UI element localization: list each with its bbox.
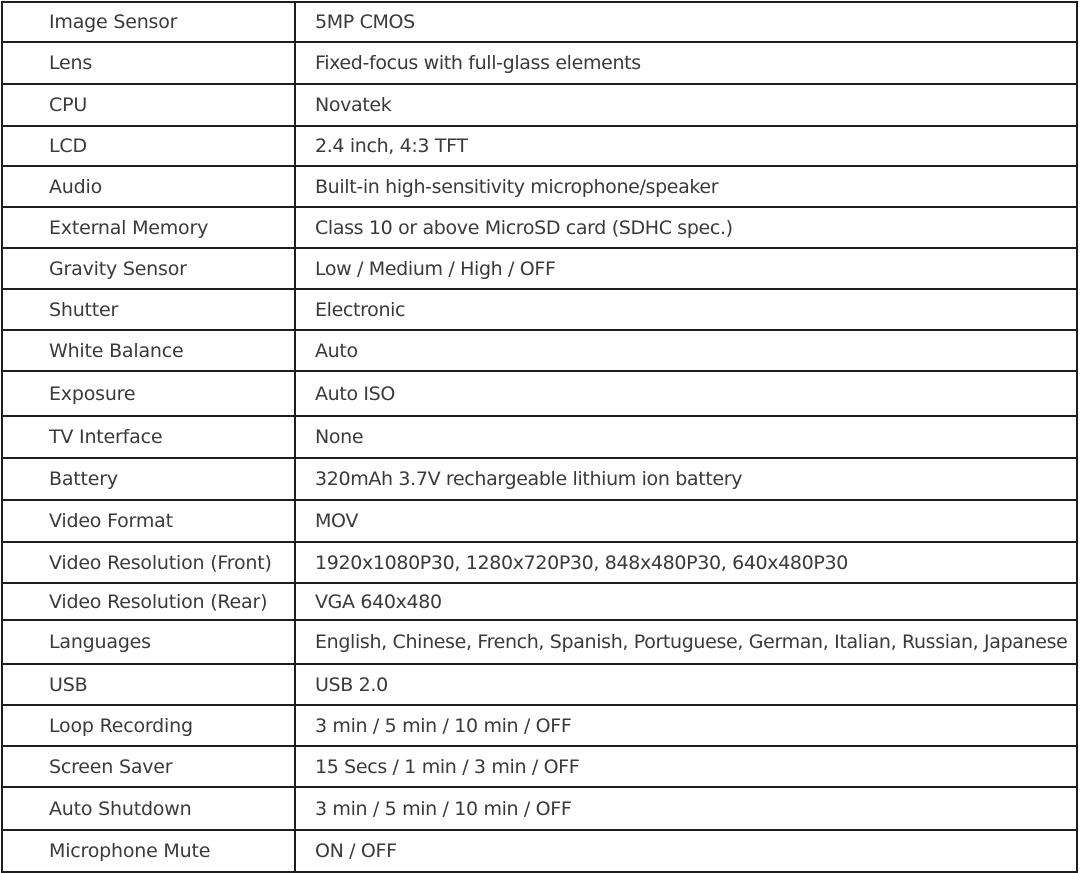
- table-row: [2, 746, 1077, 787]
- row-label: Video Format: [2, 500, 295, 542]
- row-value: 2.4 inch, 4:3 TFT: [295, 126, 1077, 166]
- row-value: VGA 640x480: [295, 583, 1077, 620]
- table-row: [2, 126, 1077, 166]
- row-label: Microphone Mute: [2, 830, 295, 872]
- table-row: [2, 542, 1077, 583]
- row-label: Video Resolution (Rear): [2, 583, 295, 620]
- row-label: TV Interface: [2, 416, 295, 458]
- row-value: None: [295, 416, 1077, 458]
- row-label: Languages: [2, 620, 295, 664]
- row-value: Electronic: [295, 289, 1077, 330]
- row-value: Fixed-focus with full-glass elements: [295, 42, 1077, 84]
- table-row: [2, 458, 1077, 500]
- row-value: 15 Secs / 1 min / 3 min / OFF: [295, 746, 1077, 787]
- table-row: [2, 207, 1077, 248]
- table-row: [2, 705, 1077, 746]
- spec-table-body: [2, 2, 1077, 872]
- table-row: [2, 500, 1077, 542]
- row-label: LCD: [2, 126, 295, 166]
- row-label: CPU: [2, 84, 295, 126]
- row-value: 320mAh 3.7V rechargeable lithium ion battery: [295, 458, 1077, 500]
- row-value: English, Chinese, French, Spanish, Portuguese, German, Italian, Russian, Japanese: [295, 620, 1077, 664]
- row-value: MOV: [295, 500, 1077, 542]
- table-row: [2, 787, 1077, 830]
- row-value: 5MP CMOS: [295, 2, 1077, 42]
- row-label: Gravity Sensor: [2, 248, 295, 289]
- row-value: USB 2.0: [295, 664, 1077, 705]
- row-label: Screen Saver: [2, 746, 295, 787]
- row-value: 3 min / 5 min / 10 min / OFF: [295, 705, 1077, 746]
- row-label: Exposure: [2, 371, 295, 416]
- row-label: Lens: [2, 42, 295, 84]
- row-value: 3 min / 5 min / 10 min / OFF: [295, 787, 1077, 830]
- row-label: Loop Recording: [2, 705, 295, 746]
- row-value: Built-in high-sensitivity microphone/speaker: [295, 166, 1077, 207]
- row-label: White Balance: [2, 330, 295, 371]
- table-row: [2, 416, 1077, 458]
- row-value: Auto: [295, 330, 1077, 371]
- table-row: [2, 830, 1077, 872]
- table-row: [2, 42, 1077, 84]
- row-label: Auto Shutdown: [2, 787, 295, 830]
- table-row: [2, 84, 1077, 126]
- row-label: Image Sensor: [2, 2, 295, 42]
- table-row: [2, 248, 1077, 289]
- row-value: 1920x1080P30, 1280x720P30, 848x480P30, 640x480P30: [295, 542, 1077, 583]
- row-label: External Memory: [2, 207, 295, 248]
- table-row: [2, 2, 1077, 42]
- table-row: [2, 371, 1077, 416]
- table-row: [2, 330, 1077, 371]
- row-label: Video Resolution (Front): [2, 542, 295, 583]
- row-value: Auto ISO: [295, 371, 1077, 416]
- row-value: Low / Medium / High / OFF: [295, 248, 1077, 289]
- row-label: USB: [2, 664, 295, 705]
- table-row: [2, 289, 1077, 330]
- row-label: Audio: [2, 166, 295, 207]
- table-row: [2, 620, 1077, 664]
- row-label: Shutter: [2, 289, 295, 330]
- spec-table: [1, 1, 1078, 873]
- table-row: [2, 583, 1077, 620]
- row-label: Battery: [2, 458, 295, 500]
- row-value: Class 10 or above MicroSD card (SDHC spec.): [295, 207, 1077, 248]
- table-row: [2, 664, 1077, 705]
- table-row: [2, 166, 1077, 207]
- row-value: ON / OFF: [295, 830, 1077, 872]
- row-value: Novatek: [295, 84, 1077, 126]
